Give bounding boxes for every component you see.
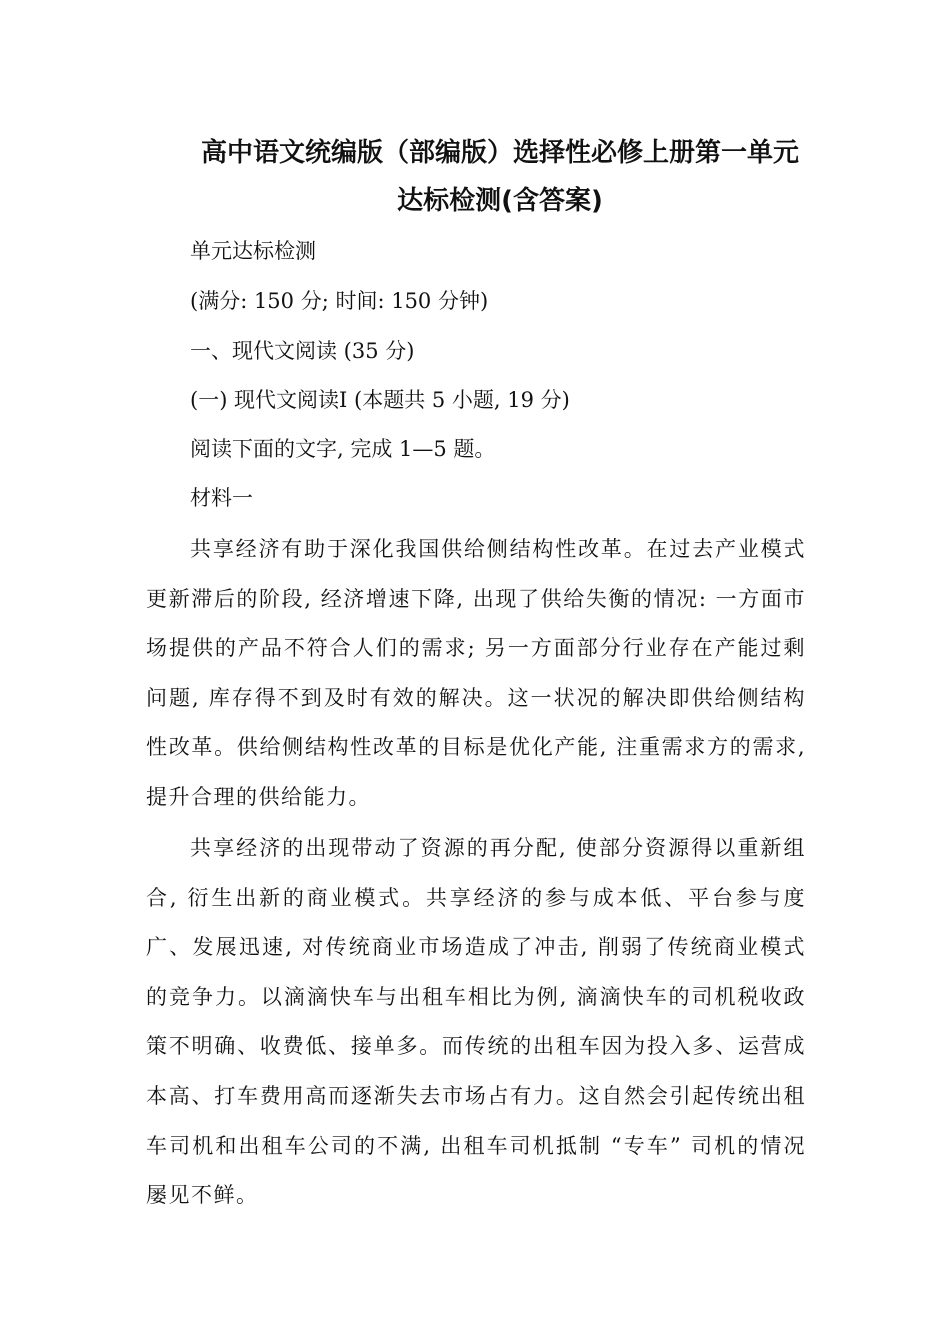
instruction-line: 阅读下面的文字, 完成 1—5 题。 [190,437,496,461]
score-time-line: (满分: 150 分; 时间: 150 分钟) [190,289,489,313]
material-label: 材料一 [190,486,253,510]
document-title-line2: 达标检测(含答案) [397,186,603,216]
paragraph: 共享经济有助于深化我国供给侧结构性改革。在过去产业模式更新滞后的阶段, 经济增速下降, 出现了供给失衡的情况: 一方面市场提供的产品不符合人们的需求; 另一方面部分行业存在产能过剩问题, 库存得不到及时有效的解决。这一状况的解决即供给侧结构性改革。供给侧结构性改革的目标是优化产能, 注重需求方的需求, 提升合理的供给能力。 [146,537,806,809]
paragraph: 共享经济的出现带动了资源的再分配, 使部分资源得以重新组合, 衍生出新的商业模式。共享经济的参与成本低、平台参与度广、发展迅速, 对传统商业市场造成了冲击, 削弱了传统商业模式的竞争力。以滴滴快车与出租车相比为例, 滴滴快车的司机税收政策不明确、收费低、接单多。而传统的出租车因为投入多、运营成本高、打车费用高而逐渐失去市场占有力。这自然会引起传统出租车司机和出租车公司的不满, 出租车司机抵制 “专车” 司机的情况屡见不鲜。 [146,836,806,1208]
unit-test-heading: 单元达标检测 [190,239,316,263]
subsection-heading: (一) 现代文阅读Ⅰ (本题共 5 小题, 19 分) [190,388,570,412]
section-heading: 一、现代文阅读 (35 分) [190,339,415,363]
document-title-line1: 高中语文统编版（部编版）选择性必修上册第一单元 [200,138,799,168]
